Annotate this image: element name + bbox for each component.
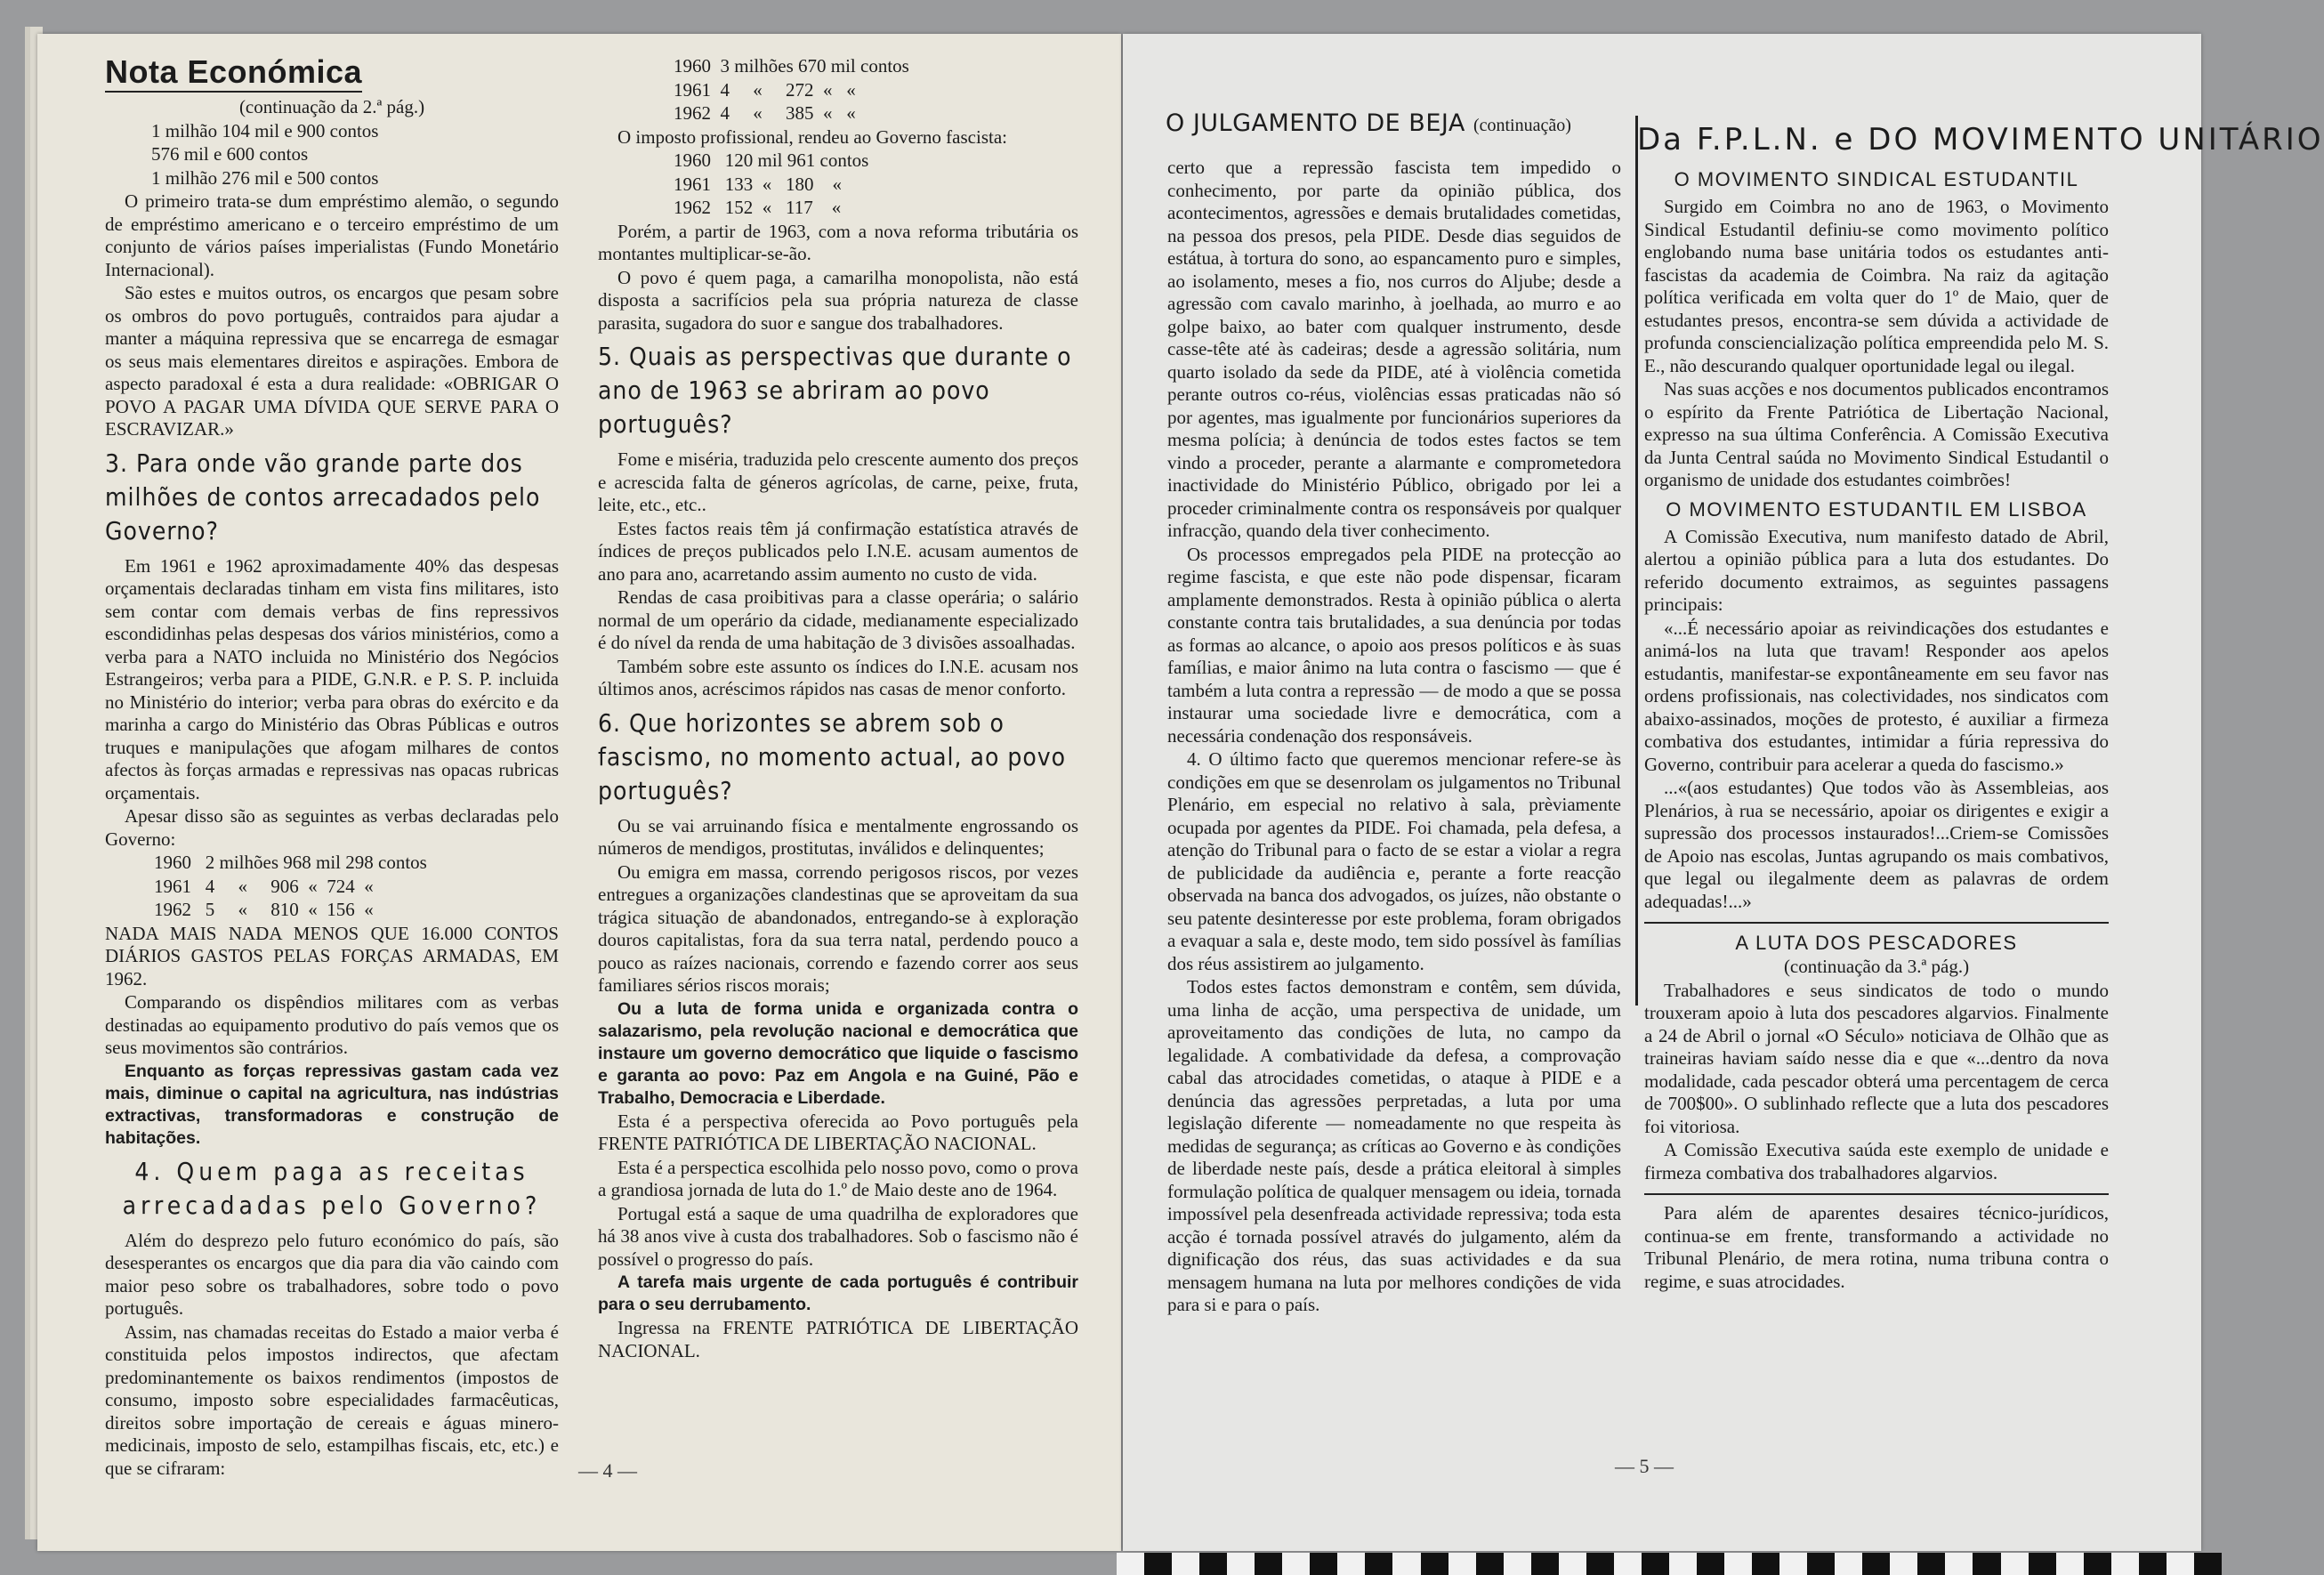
ruler-segment (2111, 1553, 2139, 1575)
ruler-segment (1476, 1553, 1504, 1575)
ruler-segment (1807, 1553, 1835, 1575)
ruler-segment (1172, 1553, 1199, 1575)
ruler-segment (1945, 1553, 1973, 1575)
continuation-note: (continuação) (1473, 116, 1571, 135)
divider (1644, 1193, 2109, 1195)
ruler-segment (1973, 1553, 2000, 1575)
paragraph: O imposto profissional, rendeu ao Governo fascista: (617, 125, 1007, 148)
paragraph: Surgido em Coimbra no ano de 1963, o Movimento Sindical Estudantil definiu-se como movimento político englobando numa base unitária todos os estudantes anti-fascistas da academia de Coimbra. Na raiz da agitação política verificada em volta quer do 1º de Maio, quer de estudantes presos, encontra-se sem dúvida a actividade de profunda consciencialização política empreendida pelo M. S. E., não descurando qualquer oportunidade legal ou ilegal. (1644, 196, 2109, 376)
ruler-segment (2194, 1553, 2222, 1575)
subheading: O MOVIMENTO SINDICAL ESTUDANTIL (1674, 168, 2079, 190)
paragraph: Rendas de casa proibitivas para a classe operária; o salário normal de um operário da cidade, medianamente especializado é do nível da renda de uma habitação de 3 divisões assoalhadas. (598, 586, 1078, 653)
section-heading: 3. Para onde vão grande parte dos milhões de contos arrecadados pelo Governo? (105, 448, 541, 545)
ruler-segment (1117, 1553, 1144, 1575)
ruler-segment (1724, 1553, 1752, 1575)
ruler-segment (1227, 1553, 1255, 1575)
paragraph: Todos estes factos demonstram e contêm, sem dúvida, uma linha de acção, uma perspectiva de unidade, um aproveitamento das condições de luta, no campo da legalidade. A combatividade da defesa, a comprovação cabal das atrocidades cometidas, o ataque à PIDE e a denúncia das agressões perpretadas, a luta por uma legislação diferente — nomeadamente no que respeita às medidas de segurança; as críticas ao Governo e às condições de liberdade neste país, desde a prática eleitoral à simples formulação política de qualquer mensagem ou ideia, tornada impossível pela desenfreada actividade repressiva; toda esta acção é tornada possível através do julgamento, além da dignificação dos réus, das suas actividades e da sua mensagem humana na luta por melhores condições de vida para si e para o país. (1167, 976, 1621, 1315)
article-title (1166, 110, 1571, 139)
left-column-1 (105, 53, 559, 1481)
paragraph: O primeiro trata-se dum empréstimo alemão, o segundo de empréstimo americano e o terceiro empréstimo de um conjunto de vários países imperialistas (Fundo Monetário Internacional). (105, 190, 559, 280)
masthead-title: Nota Económica (105, 53, 362, 93)
paragraph: Esta é a perspectiva oferecida ao Povo português pela FRENTE PATRIÓTICA DE LIBERTAÇÃO NACIONAL. (598, 1110, 1078, 1154)
paragraph: ...«(aos estudantes) Que todos vão às Assembleias, aos Plenários, à rua se necessário, apoiar os dirigentes e exigir a supressão dos processos instaurados!...Criem-se Comissões de Apoio nas escolas, Juntas agrupando os mais combativos, que legal ou ilegalmente deem as palavras de ordem adequadas!...» (1644, 777, 2109, 912)
ruler-segment (2139, 1553, 2167, 1575)
bold-paragraph: Enquanto as forças repressivas gastam cada vez mais, diminue o capital na agricultura, nas indústrias extractivas, transformadoras e construção de habitações. (105, 1061, 559, 1148)
figure-line: 1961 133 « 180 « (674, 173, 842, 195)
ruler-segment (1614, 1553, 1642, 1575)
ruler-segment (1862, 1553, 1890, 1575)
paragraph: São estes e muitos outros, os encargos que pesam sobre os ombros do povo português, contraidos para ajudar a manter a máquina repressiva que se encarrega de esmagar os seus mais elementares direitos e aspirações. Embora de aspecto paradoxal é esta a dura realidade: «OBRIGAR O POVO A PAGAR UMA DÍVIDA QUE SERVE PARA O ESCRAVIZAR.» (105, 282, 559, 440)
divider (1644, 922, 2109, 924)
paragraph: certo que a repressão fascista tem impedido o conhecimento, por parte da opinião pública, dos acontecimentos, agressões e demais brutalidades cometidas, na pessoa dos presos, pela PIDE. Desde dias seguidos de estátua, à tortura do sono, ao espancamento puro e simples, ao isolamento, meses a fio, nos curros do Aljube; desde a agressão com cavalo marinho, à joelhada, ao murro e ao golpe baixo, ao bater com qualquer instrumento, desde casse-tête até às cadeiras; desde a agressão solitária, num quarto isolado da sede da PIDE, até à violência cometida perante outros co-réus, violências essas praticadas não só por agentes, mas igualmente por funcionários superiores da mesma polícia; à denúncia de todos estes factos se tem vindo a proceder, perante a alarmante e comprometedora inactividade do Ministério Público, obrigado por lei a proceder criminalmente contra os responsáveis por qualquer infracção, quando dela tiver conhecimento. (1167, 157, 1621, 541)
paragraph: Apesar disso são as seguintes as verbas declaradas pelo Governo: (105, 805, 559, 850)
figure-line: 1960 2 milhões 968 mil 298 contos (154, 852, 427, 873)
ruler-segment (1199, 1553, 1227, 1575)
column-rule (1635, 116, 1638, 1006)
figure-line: 1 milhão 276 mil e 500 contos (151, 166, 379, 189)
paragraph: A Comissão Executiva saúda este exemplo de unidade e firmeza combativa dos trabalhadores algarvios. (1644, 1139, 2109, 1183)
ruler-segment (1697, 1553, 1724, 1575)
article-title: Da F.P.L.N. e DO MOVIMENTO UNITÁRIO (1637, 122, 2324, 158)
figure-line: 1960 3 milhões 670 mil contos (674, 55, 909, 77)
bold-paragraph: A tarefa mais urgente de cada português é contribuir para o seu derrubamento. (598, 1272, 1078, 1314)
right-column-1 (1167, 157, 1621, 1318)
page-number: — 5 — (1615, 1455, 1674, 1477)
figure-line: 1961 4 « 906 « 724 « (154, 875, 374, 897)
paragraph: Assim, nas chamadas receitas do Estado a maior verba é constituida pelos impostos indirectos, que afectam predominantemente os baixos rendimentos (impostos de consumo, imposto sobre especialidades farmacêuticas, direitos sobre importação de cereais e águas minero-medicinais, imposto de selo, estampilhas fiscais, etc, etc.) e que se cifraram: (105, 1321, 559, 1479)
ruler-segment (1504, 1553, 1531, 1575)
paragraph: A Comissão Executiva, num manifesto datado de Abril, alertou a opinião pública para a luta dos estudantes. Do referido documento extraimos, as seguintes passagens principais: (1644, 525, 2109, 615)
paragraph: Ou emigra em massa, correndo perigosos riscos, por vezes entregues a organizações clandestinas que se aproveitam da sua trágica situação de abandonados, entregando-se à exploração douros capitalistas, fora da sua terra natal, perdendo pouco a pouco as raízes nacionais, correndo e fazendo correr aos seus familiares sérios riscos morais; (598, 860, 1078, 996)
ruler-segment (1310, 1553, 1337, 1575)
ruler-segment (1586, 1553, 1614, 1575)
ruler-segment (2167, 1553, 2194, 1575)
paragraph: Nas suas acções e nos documentos publicados encontramos o espírito da Frente Patriótica de Libertação Nacional, expresso na sua última Conferência. A Comissão Executiva da Junta Central saúda no Movimento Sindical Estudantil o organismo de unidade dos estudantes coimbrões! (1644, 378, 2109, 490)
ruler-segment (2084, 1553, 2111, 1575)
ruler-segment (2001, 1553, 2029, 1575)
figure-line: 1960 120 mil 961 contos (674, 149, 869, 171)
ruler-segment (1365, 1553, 1392, 1575)
paragraph: Em 1961 e 1962 aproximadamente 40% das despesas orçamentais declaradas tinham em vista fins militares, isto sem contar com demais verbas de fins repressivos escondidinhas pelas despesas dos vários ministérios, como a verba para a NATO incluida no Ministério dos Negócios Estrangeiros; verba para a PIDE, G.N.R. e P. S. P. incluida no Ministério do interior; verba para obras do exército e da marinha a cargo do Ministério das Obras Públicas e outros truques e manipulações que afogam milhares de contos afectos às forças armadas e repressivas nas opacas rubricas orçamentais. (105, 554, 559, 804)
left-column-2 (598, 55, 1078, 1363)
ruler-segment (1144, 1553, 1172, 1575)
section-heading: 4. Quem paga as receitas arrecadadas pelo Governo? (122, 1156, 542, 1220)
paragraph: Esta é a perspectica escolhida pelo nosso povo, como o prova a grandiosa jornada de luta do 1.º de Maio deste ano de 1964. (598, 1156, 1078, 1200)
bold-paragraph: Ou a luta de forma unida e organizada contra o salazarismo, pela revolução nacional e democrática que instaure um governo democrático que liquide o fascismo e garanta ao povo: Paz em Angola e na Guiné, Pão e Trabalho, Democracia e Liberdade. (598, 998, 1078, 1108)
ruler-segment (1337, 1553, 1365, 1575)
figure-line: 1962 4 « 385 « « (674, 102, 856, 124)
paragraph: Além do desprezo pelo futuro económico do país, são desesperantes os encargos que dia para dia vão caindo com maior peso sobre os trabalhadores, sobre todo o povo português. (105, 1229, 559, 1319)
ruler-segment (1669, 1553, 1697, 1575)
paragraph: Também sobre este assunto os índices do I.N.E. acusam nos últimos anos, acréscimos rápidos nas casas de menor conforto. (598, 655, 1078, 699)
paragraph: Os processos empregados pela PIDE na protecção ao regime fascista, e que este não pode dispensar, ficaram amplamente demonstrados. Resta à opinião pública o alerta constante contra tais brutalidades, a sua denúncia por todas as formas ao alcance, o apoio aos presos políticos e às suas famílias, e maior ânimo na luta contra o fascismo — que é também a luta contra a repressão — de modo a que se possa instaurar uma sociedade livre e democrática, com a necessária condenação dos responsáveis. (1167, 543, 1621, 747)
ruler-segment (1642, 1553, 1669, 1575)
ruler-segment (1752, 1553, 1779, 1575)
right-column-2 (1644, 162, 2109, 1294)
ruler-segment (1917, 1553, 1945, 1575)
ruler-segment (1531, 1553, 1559, 1575)
section-heading: 6. Que horizontes se abrem sob o fascismo, no momento actual, ao povo português? (598, 707, 1067, 805)
figure-line: 1961 4 « 272 « « (674, 78, 856, 101)
paragraph: «...É necessário apoiar as reivindicações dos estudantes e animá-los na luta que travam! Responder aos apelos estudantis, manifestar-se expontâneamente em seu favor nas ordens profissionais, nas colectividades, nos sindicatos com abaixo-assinados, moções de protesto, é auxiliar a firmeza combativa dos estudantes, intimidar a fúria repressiva do Governo, contribuir para acelerar a queda do fascismo.» (1644, 617, 2109, 775)
ruler-segment (1835, 1553, 1862, 1575)
paragraph: Ingressa na FRENTE PATRIÓTICA DE LIBERTAÇÃO NACIONAL. (598, 1317, 1078, 1361)
ruler-segment (1559, 1553, 1586, 1575)
paragraph: Para além de aparentes desaires técnico-jurídicos, continua-se em frente, transformando a actividade no Tribunal Plenário, de mera rotina, numa tribuna contra o regime, e suas atrocidades. (1644, 1202, 2109, 1292)
paragraph: Portugal está a saque de uma quadrilha de exploradores que há 38 anos vive à custa dos trabalhadores. Sob o fascismo não é possível o progresso do país. (598, 1202, 1078, 1270)
continuation-note: (continuação da 2.ª pág.) (238, 96, 425, 117)
article-title-text: O JULGAMENTO DE BEJA (1166, 109, 1465, 137)
ruler-segment (1779, 1553, 1807, 1575)
paragraph: Trabalhadores e seus sindicatos de todo o mundo trouxeram apoio à luta dos pescadores algarvios. Finalmente a 24 de Abril o jornal «O Século» noticiava de Olhão que as traineiras haviam saído nesse dia e que «...dentro da nova modalidade, cada pescador obterá uma percentagem de cerca de 700$00». O sublinhado reflecte que a luta dos pescadores foi vitoriosa. (1644, 979, 2109, 1137)
paragraph: Fome e miséria, traduzida pelo crescente aumento dos preços e acrescida falta de géneros agrícolas, de carne, peixe, fruta, leite, etc., etc.. (598, 448, 1078, 515)
continuation-note: (continuação da 3.ª pág.) (1783, 956, 1970, 977)
paragraph: Ou se vai arruinando física e mentalmente engrossando os números de mendigos, prostitutas, inválidos e delinquentes; (598, 814, 1078, 859)
figure-line: 576 mil e 600 contos (151, 143, 309, 165)
ruler-segment (1890, 1553, 1917, 1575)
paragraph: Estes factos reais têm já confirmação estatística através de índices de preços publicados pelo I.N.E. acusam aumentos de ano para ano, acarretando assim aumento no custo de vida. (598, 517, 1078, 585)
subheading: O MOVIMENTO ESTUDANTIL EM LISBOA (1666, 497, 2087, 521)
figure-line: 1 milhão 104 mil e 900 contos (151, 119, 379, 141)
subheading: A LUTA DOS PESCADORES (1735, 932, 2018, 954)
ruler-segment (2056, 1553, 2084, 1575)
ruler-segment (1282, 1553, 1310, 1575)
paragraph: O povo é quem paga, a camarilha monopolista, não está disposta a sacrifícios pela sua própria natureza de classe parasita, sugadora do suor e sangue dos trabalhadores. (598, 266, 1078, 334)
paragraph: NADA MAIS NADA MENOS QUE 16.000 CONTOS DIÁRIOS GASTOS PELAS FORÇAS ARMADAS, EM 1962. (105, 922, 559, 989)
paragraph: Comparando os dispêndios militares com as verbas destinadas ao equipamento produtivo do país vemos que os seus movimentos são contrários. (105, 991, 559, 1058)
ruler-segment (1255, 1553, 1282, 1575)
ruler-segment (1448, 1553, 1476, 1575)
paragraph: 4. O último facto que queremos mencionar refere-se às condições em que se desenrolam os julgamentos no Tribunal Plenário, em especial no relativo à sala, prèviamente ocupada por agentes da PIDE. Foi chamada, pela defesa, a atenção do Tribunal para o facto de se estar a violar a regra de publicidade da audiência e, perante a forte reacção observada na banca dos advogados, os juízes, não obstante o seu patente desinteresse por este problema, foram obrigados a evaquar a sala e, deste modo, tem sido possível às famílias dos réus assistirem ao julgamento. (1167, 748, 1621, 974)
section-heading: 5. Quais as perspectivas que durante o ano de 1963 se abriram ao povo português? (598, 342, 1072, 439)
page-number: — 4 — (578, 1459, 637, 1482)
ruler-segment (1392, 1553, 1420, 1575)
figure-line: 1962 152 « 117 « (674, 197, 842, 218)
ruler-segment (1421, 1553, 1448, 1575)
ruler-segment (2029, 1553, 2056, 1575)
scale-ruler (1117, 1553, 2222, 1575)
figure-line: 1962 5 « 810 « 156 « (154, 899, 374, 920)
paragraph: Porém, a partir de 1963, com a nova reforma tributária os montantes multiplicar-se-ão. (598, 220, 1078, 264)
